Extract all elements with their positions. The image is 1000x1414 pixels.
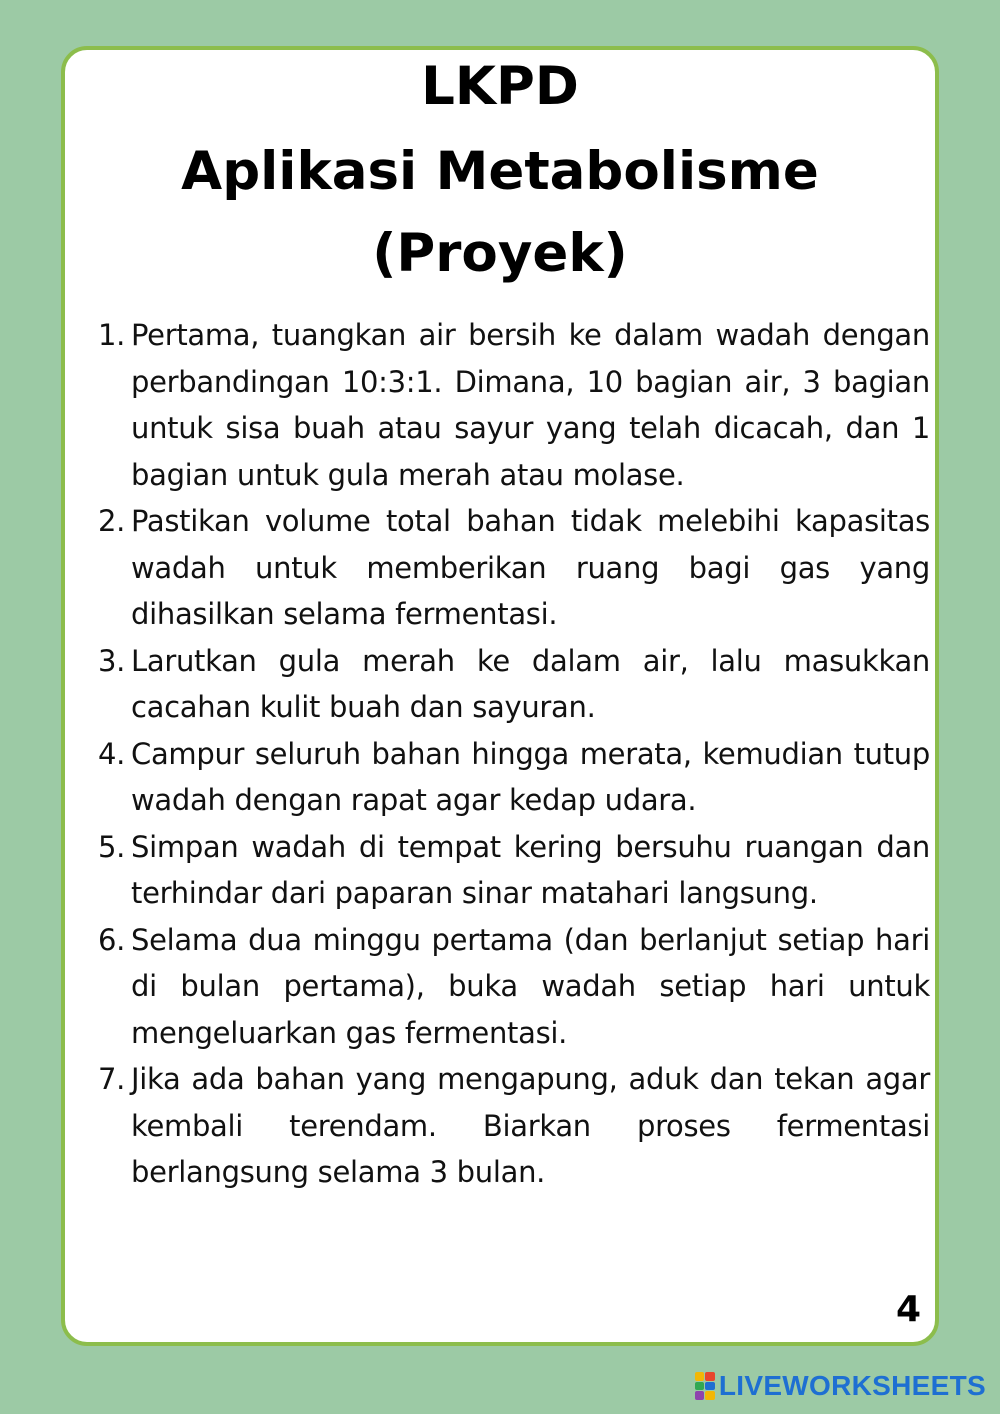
step-text: Simpan wadah di tempat kering bersuhu ruangan dan terhindar dari paparan sinar matahari langsung.	[131, 829, 930, 910]
step-text: Selama dua minggu pertama (dan berlanjut setiap hari di bulan pertama), buka wadah setiap hari untuk mengeluarkan gas fermentasi.	[131, 922, 930, 1050]
step-number: 2.	[98, 504, 126, 538]
step-item	[98, 824, 930, 917]
step-number: 5.	[98, 829, 126, 864]
worksheet-card	[61, 46, 939, 1346]
step-item	[98, 917, 930, 1057]
step-text: Larutkan gula merah ke dalam air, lalu masukkan cacahan kulit buah dan sayuran.	[131, 643, 930, 724]
step-number: 4.	[98, 736, 126, 771]
step-item	[98, 498, 930, 638]
step-text: Jika ada bahan yang mengapung, aduk dan tekan agar kembali terendam. Biarkan proses fermentasi berlangsung selama 3 bulan.	[131, 1062, 930, 1189]
step-number: 7.	[98, 1062, 126, 1096]
title-topic: Aplikasi Metabolisme	[181, 141, 819, 202]
step-item	[98, 731, 930, 824]
step-text: Pertama, tuangkan air bersih ke dalam wadah dengan perbandingan 10:3:1. Dimana, 10 bagian air, 3 bagian untuk sisa buah atau sayur yang telah dicacah, dan 1 bagian untuk gula merah atau molase.	[131, 318, 930, 492]
title-lkpd: LKPD	[421, 56, 579, 117]
step-number: 1.	[98, 318, 126, 352]
step-text: Campur seluruh bahan hingga merata, kemudian tutup wadah dengan rapat agar kedap udara.	[131, 736, 930, 817]
liveworksheets-logo-icon	[695, 1372, 715, 1400]
step-list	[98, 312, 930, 1196]
step-item	[98, 638, 930, 731]
brand-name: LIVEWORKSHEETS	[718, 1370, 986, 1401]
liveworksheets-brand[interactable]	[695, 1372, 986, 1400]
title-subtitle: (Proyek)	[372, 223, 628, 284]
step-item	[98, 1056, 930, 1196]
step-item	[98, 312, 930, 498]
step-number: 6.	[98, 922, 126, 957]
step-text: Pastikan volume total bahan tidak melebihi kapasitas wadah untuk memberikan ruang bagi gas yang dihasilkan selama fermentasi.	[131, 504, 930, 631]
page-number: 4	[895, 1289, 921, 1330]
step-number: 3.	[98, 643, 126, 678]
